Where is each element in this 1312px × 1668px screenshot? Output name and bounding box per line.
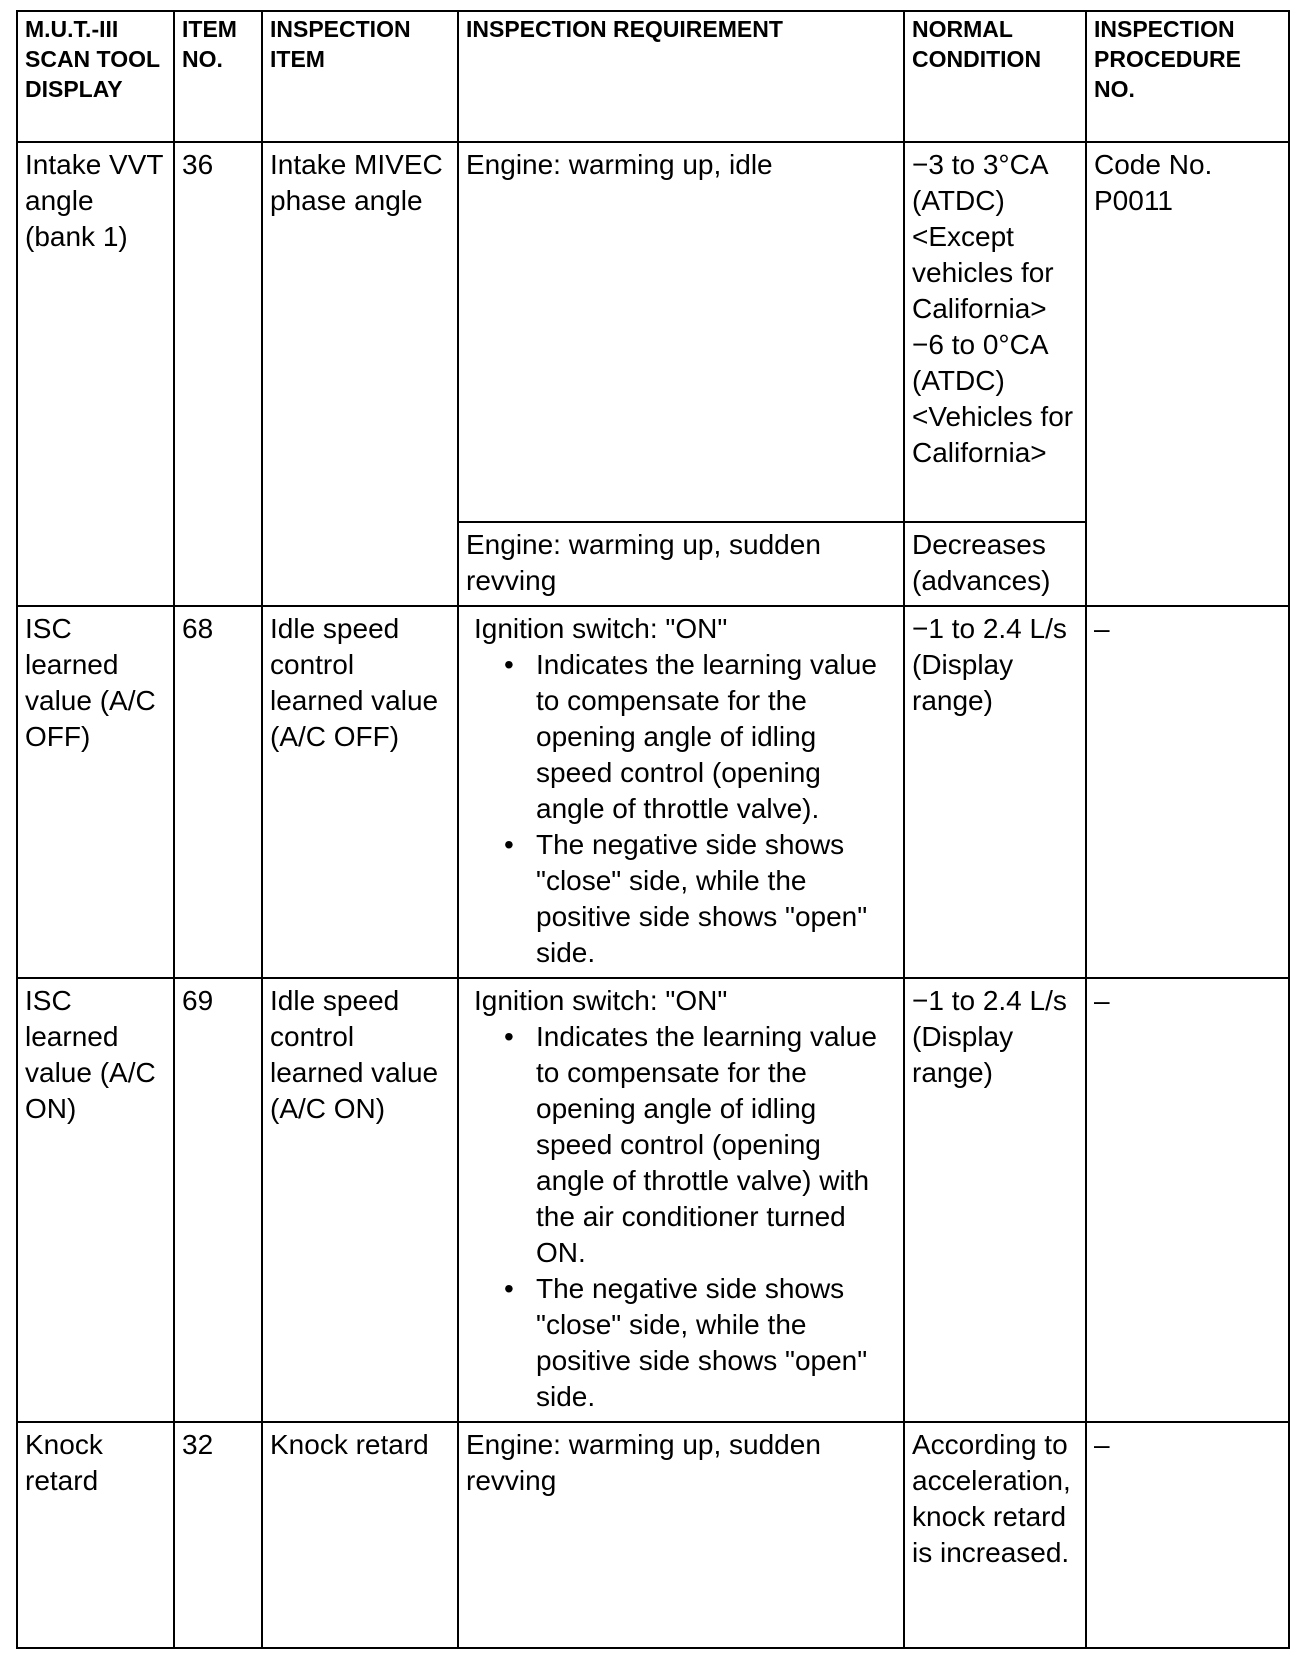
- cell-item-no: 32: [174, 1422, 262, 1648]
- requirement-bullets: [466, 1019, 896, 1415]
- list-item: • Indicates the learning value to compensate for the opening angle of idling speed control (opening angle of throttle valve).: [536, 647, 896, 827]
- cell-inspection-item: Knock retard: [262, 1422, 458, 1648]
- cell-normal-condition: According to acceleration, knock retard is increased.: [904, 1422, 1086, 1648]
- cell-requirement: Engine: warming up, idle: [458, 142, 904, 522]
- table-row: [17, 606, 1289, 978]
- cell-requirement: [458, 978, 904, 1422]
- cell-item-no: 36: [174, 142, 262, 606]
- normal-condition-california: −6 to 0°CA (ATDC) <Vehicles for California>: [912, 329, 1074, 468]
- header-scan-tool-display: M.U.T.-III SCAN TOOL DISPLAY: [17, 11, 174, 142]
- cell-requirement: [458, 606, 904, 978]
- header-inspection-item: INSPECTION ITEM: [262, 11, 458, 142]
- cell-inspection-item: Idle speed control learned value (A/C OFF): [262, 606, 458, 978]
- cell-normal-condition: [904, 142, 1086, 522]
- cell-procedure-no: –: [1086, 1422, 1289, 1648]
- cell-display: ISC learned value (A/C OFF): [17, 606, 174, 978]
- cell-normal-condition: −1 to 2.4 L/s (Display range): [904, 978, 1086, 1422]
- cell-procedure-no: –: [1086, 606, 1289, 978]
- cell-requirement: Engine: warming up, sudden revving: [458, 1422, 904, 1648]
- list-item: • The negative side shows "close" side, while the positive side shows "open" side.: [536, 827, 896, 971]
- inspection-table: [16, 10, 1290, 1649]
- cell-normal-condition: −1 to 2.4 L/s (Display range): [904, 606, 1086, 978]
- cell-requirement: Engine: warming up, sudden revving: [458, 522, 904, 606]
- cell-procedure-no: –: [1086, 978, 1289, 1422]
- cell-item-no: 69: [174, 978, 262, 1422]
- list-item: • The negative side shows "close" side, while the positive side shows "open" side.: [536, 1271, 896, 1415]
- header-normal-condition: NORMAL CONDITION: [904, 11, 1086, 142]
- header-row: [17, 11, 1289, 142]
- cell-item-no: 68: [174, 606, 262, 978]
- requirement-lead: Ignition switch: "ON": [474, 613, 728, 644]
- table-row: [17, 142, 1289, 522]
- cell-normal-condition: Decreases (advances): [904, 522, 1086, 606]
- normal-condition-except-california: −3 to 3°CA (ATDC) <Except vehicles for California>: [912, 149, 1054, 324]
- list-item: • Indicates the learning value to compensate for the opening angle of idling speed control (opening angle of throttle valve) with the air conditioner turned ON.: [536, 1019, 896, 1271]
- requirement-bullets: [466, 647, 896, 971]
- header-item-no: ITEM NO.: [174, 11, 262, 142]
- cell-inspection-item: Intake MIVEC phase angle: [262, 142, 458, 606]
- header-inspection-requirement: INSPECTION REQUIREMENT: [458, 11, 904, 142]
- cell-inspection-item: Idle speed control learned value (A/C ON): [262, 978, 458, 1422]
- table-row: [17, 978, 1289, 1422]
- cell-procedure-no: Code No. P0011: [1086, 142, 1289, 606]
- cell-display: Knock retard: [17, 1422, 174, 1648]
- header-procedure-no: INSPECTION PROCEDURE NO.: [1086, 11, 1289, 142]
- cell-display: ISC learned value (A/C ON): [17, 978, 174, 1422]
- requirement-lead: Ignition switch: "ON": [474, 985, 728, 1016]
- table-row: [17, 1422, 1289, 1648]
- cell-display: Intake VVT angle (bank 1): [17, 142, 174, 606]
